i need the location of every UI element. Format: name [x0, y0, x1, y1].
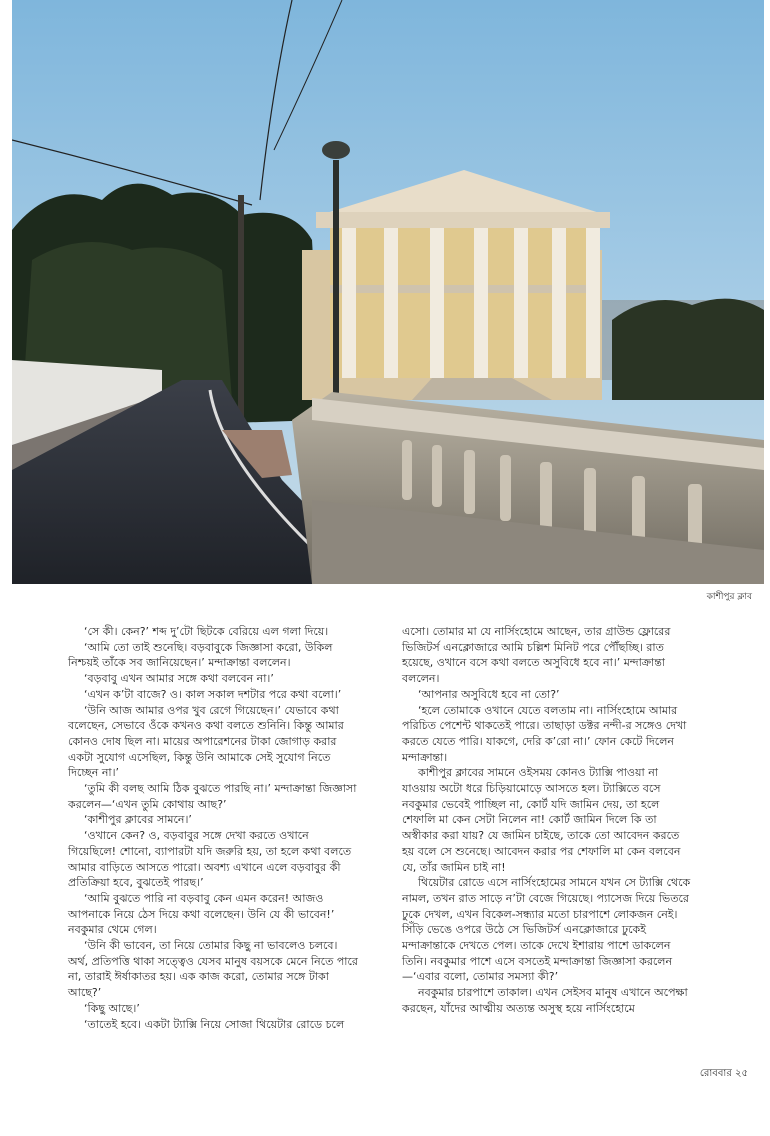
paragraph: ‘হলে তোমাকে ওখানে যেতে বলতাম না। নার্সিংহোমে আমার পরিচিত পেশেন্ট থাকতেই পারে। তাছাড়া ডক্টর নন্দী-র সঙ্গেও দেখা করতে যেতে পারি। যাকগে, দেরি ক’রো না।’ ফোন কেটে দিলেন মন্দাক্রান্তা। — [402, 703, 687, 764]
article-column-left — [68, 624, 358, 1032]
paragraph: থিয়েটার রোডে এসে নার্সিংহোমের সামনে যখন সে ট্যাক্সি থেকে নামল, তখন রাত সাড়ে ন’টা বেজে গিয়েছে। প্যাসেজ দিয়ে ভিতরে ঢুকে দেখল, এখন বিকেল-সন্ধ্যার মতো চারপাশে লোকজন নেই। সিঁড়ি ভেঙে ওপরে উঠে সে ভিজিটর্স এনক্লোজারে ঢুকেই মন্দাক্রান্তাকে দেখতে পেল। তাকে দেখে ইশারায় পাশে ডাকলেন তিনি। নবকুমার পাশে এসে বসতেই মন্দাক্রান্তা জিজ্ঞাসা করলেন—‘এবার বলো, তোমার সমস্যা কী?’ — [402, 876, 691, 984]
paragraph: ‘আমি বুঝতে পারি না বড়বাবু কেন এমন করেন! আজও আপনাকে নিয়ে ঠেস দিয়ে কথা বলেছেন। উনি যে কী ভাবেন!’ নবকুমার থেমে গেল। — [68, 891, 335, 937]
paragraph: ‘ওখানে কেন? ও, বড়বাবুর সঙ্গে দেখা করতে ওখানে গিয়েছিলে! শোনো, ব্যাপারটা যদি জরুরি হয়, তা হলে কথা বলতে আমার বাড়িতে আসতে পারো। অবশ্য এখানে এলে বড়বাবুর কী প্রতিক্রিয়া হবে, বুঝতেই পারছ।’ — [68, 829, 352, 890]
article-column-right — [402, 624, 692, 1017]
page-footer: রোববার ২৫ — [699, 1068, 748, 1079]
paragraph-continued: এসো। তোমার মা যে নার্সিংহোমে আছেন, তার গ্রাউন্ড ফ্লোরের ভিজিটর্স এনক্লোজারে আমি চল্লিশ মিনিট পরে পৌঁছচ্ছি। রাত হয়েছে, ওখানে বসে কথা বলতে অসুবিধে হবে না।’ মন্দাক্রান্তা বললেন। — [402, 625, 671, 686]
paragraph: ‘আপনার অসুবিধে হবে না তো?’ — [418, 687, 560, 701]
paragraph: ‘সে কী। কেন?’ শব্দ দু’টো ছিটকে বেরিয়ে এল গলা দিয়ে। — [84, 625, 329, 638]
paragraph: কাশীপুর ক্লাবের সামনে ওইসময় কোনও ট্যাক্সি পাওয়া না যাওয়ায় অটো ধরে চিড়িয়ামোড়ে আসতে হল। ট্যাক্সিতে বসে নবকুমার ভেবেই পাচ্ছিল না, কোর্ট যদি জামিন দেয়, তা হলে শেফালি মা কেন সেটা নিলেন না! কোর্ট জামিন দিলে কি তা অস্বীকার করা যায়? যে জামিন চাইছে, তাকে তো আবেদন করতে হয় বলে সে শুনেছে। আবেদন করার পর শেফালি মা কেন বলবেন যে, তাঁর জামিন চাই না! — [402, 766, 681, 874]
paragraph: ‘বড়বাবু এখন আমার সঙ্গে কথা বলবেন না।’ — [84, 672, 274, 686]
paragraph: ‘তাতেই হবে। একটা ট্যাক্সি নিয়ে সোজা থিয়েটার রোডে চলে — [84, 1017, 345, 1031]
paragraph: ‘উনি কী ভাবেন, তা নিয়ে তোমার কিছু না ভাবলেও চলবে। অর্থ, প্রতিপত্তি থাকা সত্ত্বেও যেসব মানুষ বয়সকে মেনে নিতে পারে না, তারাই ঈর্ষাকাতর হয়। এক কাজ করো, তোমার সঙ্গে টাকা আছে?’ — [68, 939, 358, 1000]
paragraph: ‘কাশীপুর ক্লাবের সামনে।’ — [84, 813, 192, 827]
paragraph: ‘কিছু আছে।’ — [84, 1001, 140, 1015]
photo-caption: কাশীপুর ক্লাব — [706, 592, 752, 602]
paragraph: ‘উনি আজ আমার ওপর খুব রেগে গিয়েছেন।’ যেভাবে কথা বলেছেন, সেভাবে ওঁকে কখনও কথা বলতে শুনিনি। কিন্তু আমার কোনও দোষ ছিল না। মায়ের অপারেশনের টাকা জোগাড় করার একটা সুযোগ এসেছিল, কিন্তু উনি আমাকে সেই সুযোগ নিতে দিচ্ছেন না।’ — [68, 703, 344, 780]
photo-kashipur-club — [12, 0, 764, 584]
paragraph: নবকুমার চারপাশে তাকাল। এখন সেইসব মানুষ এখানে অপেক্ষা করছেন, যাঁদের আত্মীয় অত্যন্ত অসুস্থ হয়ে নার্সিংহোমে — [402, 986, 688, 1015]
paragraph: ‘এখন ক’টা বাজে? ও। কাল সকাল দশটার পরে কথা বলো।’ — [84, 687, 342, 701]
paragraph: ‘তুমি কী বলছ আমি ঠিক বুঝতে পারছি না।’ মন্দাক্রান্তা জিজ্ঞাসা করলেন—‘এখন তুমি কোথায় আছ?’ — [68, 782, 357, 811]
paragraph: ‘আমি তো তাই শুনেছি। বড়বাবুকে জিজ্ঞাসা করো, উকিল নিশ্চয়ই তাঁকে সব জানিয়েছেন।’ মন্দাক্রান্তা বললেন। — [68, 640, 333, 670]
